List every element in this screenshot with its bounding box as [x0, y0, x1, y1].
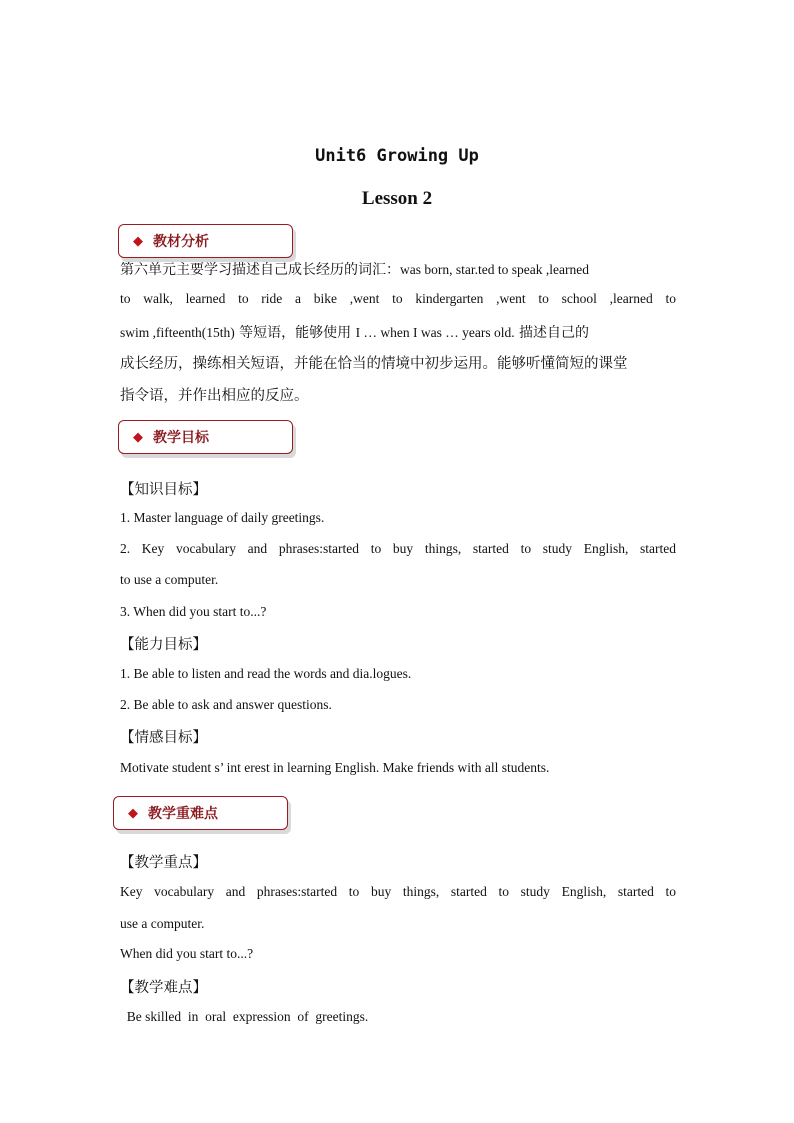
- section-badge-objectives: [118, 420, 293, 454]
- diamond-bullet-icon: ◆: [133, 429, 143, 445]
- knowledge-item-2-cont: to use a computer.: [120, 572, 219, 587]
- knowledge-item-1: 1. Master language of daily greetings.: [120, 510, 325, 525]
- section-label-keypoints: 教学重难点: [148, 806, 218, 822]
- knowledge-objectives-heading: 【知识目标】: [120, 482, 207, 498]
- knowledge-item-3: 3. When did you start to...?: [120, 604, 267, 619]
- section-badge-analysis: [118, 224, 293, 258]
- ability-item-1: 1. Be able to listen and read the words and dia.logues.: [120, 666, 412, 681]
- analysis-line-3-cjk2: 描述自己的: [514, 325, 590, 341]
- ability-objectives-heading: 【能力目标】: [120, 637, 207, 653]
- analysis-line-2: to walk, learned to ride a bike ,went to kindergarten ,went to school ,learned to: [120, 291, 676, 306]
- emotion-objectives-heading: 【情感目标】: [120, 730, 207, 746]
- analysis-line-5: 指令语，并作出相应的反应。: [120, 388, 309, 404]
- unit-title: Unit6 Growing Up: [315, 146, 479, 166]
- analysis-line-1-cjk: 第六单元主要学习描述自己成长经历的词汇：: [120, 262, 400, 278]
- analysis-line-3: [120, 322, 676, 342]
- analysis-line-1-en: was born, star.ted to speak ,learned: [400, 262, 589, 277]
- teaching-difficulty-item-1: Be skilled in oral expression of greetings.: [120, 1009, 369, 1024]
- analysis-line-1: [120, 259, 676, 279]
- analysis-line-4: 成长经历，操练相关短语，并能在恰当的情境中初步运用。能够听懂简短的课堂: [120, 356, 628, 372]
- lesson-title: Lesson 2: [361, 188, 433, 209]
- teaching-focus-item-2: When did you start to...?: [120, 946, 254, 961]
- ability-item-2: 2. Be able to ask and answer questions.: [120, 697, 332, 712]
- teaching-focus-heading: 【教学重点】: [120, 855, 207, 871]
- analysis-line-3-cjk: 等短语，能够使用: [234, 325, 356, 341]
- diamond-bullet-icon: ◆: [128, 805, 138, 821]
- teaching-focus-item-1-cont: use a computer.: [120, 916, 205, 931]
- knowledge-item-2: 2. Key vocabulary and phrases:started to buy things, started to study English, started: [120, 541, 676, 556]
- analysis-line-3-en: swim ,fifteenth(15th): [120, 325, 235, 340]
- teaching-focus-item-1: Key vocabulary and phrases:started to buy things, started to study English, started to: [120, 884, 676, 899]
- emotion-item-1: Motivate student s’ int erest in learning English. Make friends with all students.: [120, 760, 550, 775]
- section-badge-keypoints: [113, 796, 288, 830]
- section-label-analysis: 教材分析: [153, 234, 209, 250]
- analysis-line-3-en2: I … when I was … years old.: [355, 325, 515, 340]
- section-label-objectives: 教学目标: [153, 430, 209, 446]
- diamond-bullet-icon: ◆: [133, 233, 143, 249]
- teaching-difficulty-heading: 【教学难点】: [120, 980, 207, 996]
